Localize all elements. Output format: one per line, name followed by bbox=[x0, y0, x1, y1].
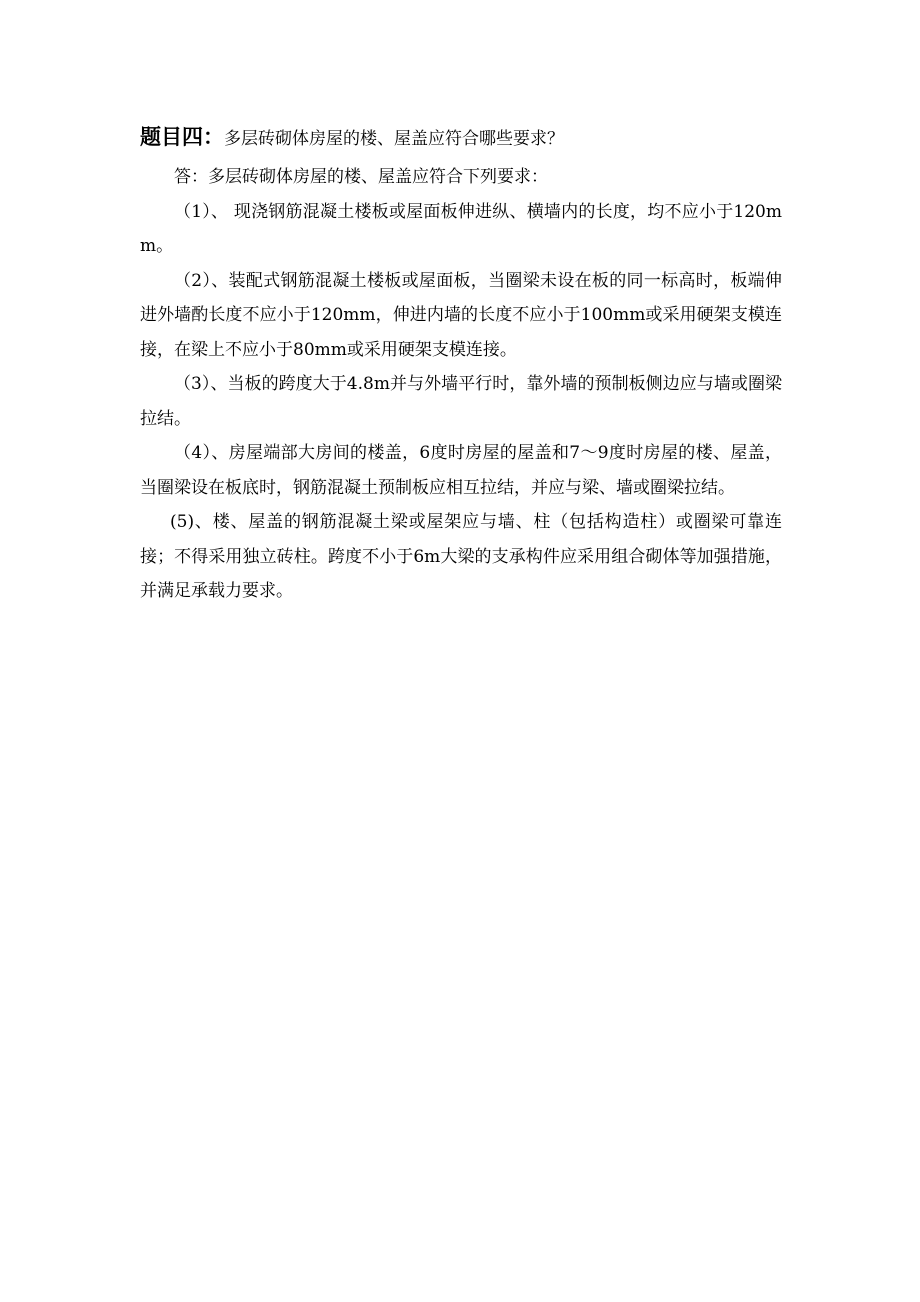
question-heading bbox=[140, 120, 782, 156]
question-text: 多层砖砌体房屋的楼、屋盖应符合哪些要求？ bbox=[224, 129, 564, 149]
answer-item-2: （2）、装配式钢筋混凝土楼板或屋面板，当圈梁未设在板的同一标高时，板端伸进外墙酌长度不应小于120mm，伸进内墙的长度不应小于100mm或采用硬架支模连接，在梁上不应小于80mm或采用硬架支模连接。 bbox=[140, 270, 782, 360]
answer-item-4: （4）、房屋端部大房间的楼盖，6度时房屋的屋盖和7～9度时房屋的楼、屋盖，当圈梁设在板底时，钢筋混凝土预制板应相互拉结，并应与梁、墙或圈梁拉结。 bbox=[140, 443, 782, 498]
answer-item-1: （1）、 现浇钢筋混凝土楼板或屋面板伸进纵、横墙内的长度，均不应小于120mm。 bbox=[140, 201, 782, 256]
answer-intro: 答：多层砖砌体房屋的楼、屋盖应符合下列要求： bbox=[174, 167, 548, 187]
question-label: 题目四： bbox=[140, 125, 224, 149]
answer-item-3: （3）、当板的跨度大于4.8m并与外墙平行时，靠外墙的预制板侧边应与墙或圈梁拉结。 bbox=[140, 374, 782, 429]
document-body bbox=[140, 120, 782, 609]
answer-item-5: (5)、楼、屋盖的钢筋混凝土梁或屋架应与墙、柱（包括构造柱）或圈梁可靠连接；不得采用独立砖柱。跨度不小于6m大梁的支承构件应采用组合砌体等加强措施，并满足承载力要求。 bbox=[140, 512, 782, 601]
